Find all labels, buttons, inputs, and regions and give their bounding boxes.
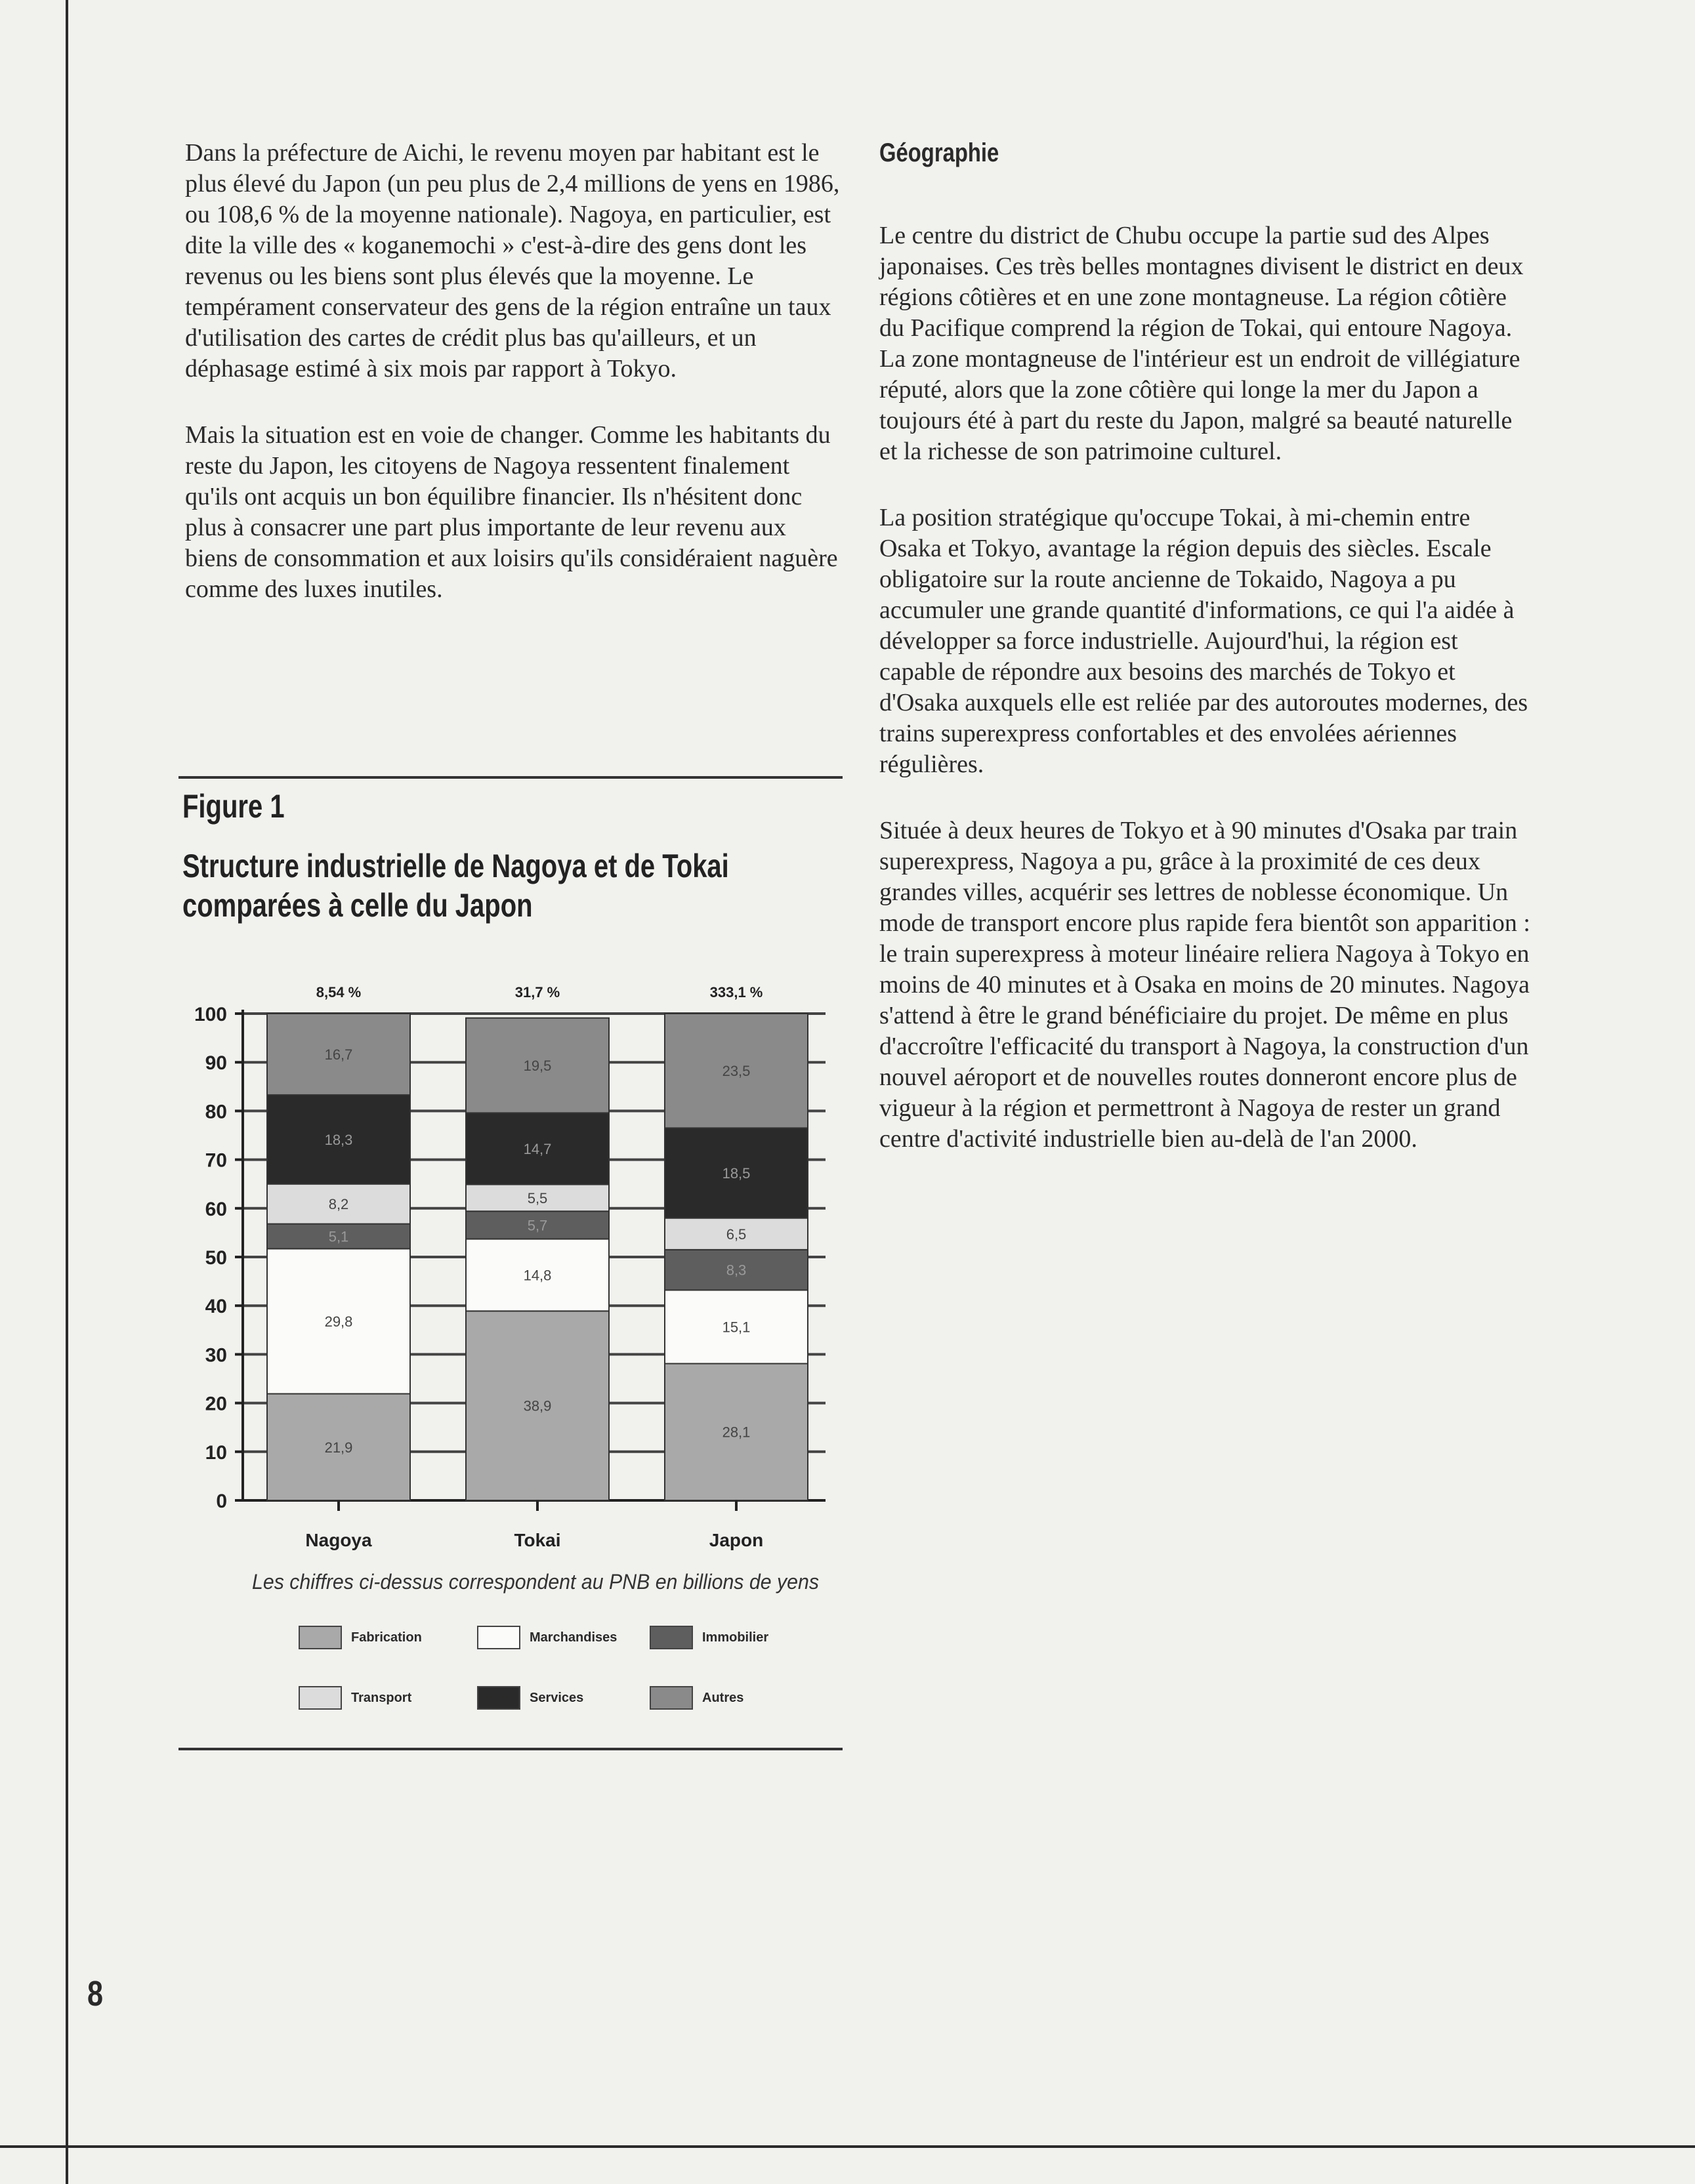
y-tick-label: 0	[216, 1491, 227, 1512]
bar-total-label: 8,54 %	[316, 984, 362, 1000]
segment-value-label: 16,7	[324, 1046, 353, 1063]
y-tick-label: 20	[205, 1393, 227, 1415]
x-tick-label: Japon	[709, 1530, 764, 1550]
y-tick-label: 30	[205, 1344, 227, 1367]
paragraph: La position stratégique qu'occupe Tokai, à mi-chemin entre Osaka et Tokyo, avantage la région depuis des siècles. Escale obligatoire sur la route ancienne de Tokaido, Nagoya a pu accumuler une grande quantité d'informations, ce qui l'a aidée à développer sa force industrielle. Aujourd'hui, la région est capable de répondre aux besoins des marchés de Tokyo et d'Osaka auxquels elle est reliée par des autoroutes modernes, des trains superexpress confortables et des envolées aériennes régulières.	[879, 504, 1528, 778]
segment-value-label: 14,8	[523, 1267, 552, 1284]
y-tick-label: 50	[205, 1247, 227, 1269]
y-tick-label: 80	[205, 1101, 227, 1123]
legend-item	[477, 1624, 617, 1651]
legend-swatch	[299, 1686, 342, 1710]
segment-value-label: 28,1	[722, 1424, 751, 1441]
segment-value-label: 5,7	[527, 1217, 548, 1234]
segment-value-label: 18,3	[324, 1131, 353, 1148]
paragraph: Dans la préfecture de Aichi, le revenu moyen par habitant est le plus élevé du Japon (un peu plus de 2,4 millions de yens en 1986, ou 108,6 % de la moyenne nationale). Nagoya, en particulier, est dite la ville des « koganemochi » c'est-à-dire des gens dont les revenus ou les biens sont plus élevés que la moyenne. Le tempérament conservateur des gens de la région entraîne un taux d'utilisation des cartes de crédit plus bas qu'ailleurs, et un déphasage estimé à six mois par rapport à Tokyo.	[185, 139, 840, 382]
legend-label: Fabrication	[351, 1630, 422, 1645]
x-tick-label: Nagoya	[305, 1530, 372, 1550]
paragraph: Le centre du district de Chubu occupe la partie sud des Alpes japonaises. Ces très belles montagnes divisent le district en deux régions côtières et en une zone montagneuse. La région côtière du Pacifique comprend la région de Tokai, qui entoure Nagoya. La zone montagneuse de l'intérieur est un endroit de villégiature réputé, alors que la zone côtière qui longe la mer du Japon a toujours été à part du reste du Japon, malgré sa beauté naturelle et la richesse de son patrimoine culturel.	[879, 222, 1524, 465]
legend-item	[650, 1624, 768, 1651]
segment-value-label: 5,5	[527, 1189, 548, 1206]
figure-number: Figure 1	[182, 788, 285, 825]
bar-total-label: 333,1 %	[709, 984, 763, 1000]
segment-value-label: 15,1	[722, 1319, 751, 1336]
legend-item	[477, 1685, 583, 1711]
segment-value-label: 6,5	[726, 1226, 747, 1243]
segment-value-label: 8,3	[726, 1262, 747, 1279]
legend-swatch	[477, 1626, 520, 1649]
segment-value-label: 23,5	[722, 1063, 751, 1080]
figure-caption: Les chiffres ci-dessus correspondent au PNB en billions de yens	[252, 1570, 819, 1594]
y-tick-label: 90	[205, 1052, 227, 1075]
segment-value-label: 5,1	[328, 1228, 349, 1245]
y-tick-label: 100	[194, 1004, 227, 1025]
section-heading: Géographie	[879, 138, 999, 167]
x-tick-label: Tokai	[514, 1530, 561, 1550]
chart-legend	[299, 1624, 797, 1716]
figure-title: Structure industrielle de Nagoya et de Tokai comparées à celle du Japon	[182, 848, 729, 924]
y-tick-label: 70	[205, 1149, 227, 1172]
legend-item	[650, 1685, 743, 1711]
y-tick-label: 60	[205, 1198, 227, 1220]
segment-value-label: 21,9	[324, 1439, 353, 1456]
figure-bottom-rule	[178, 1748, 843, 1750]
page-number: 8	[87, 1974, 104, 2013]
segment-value-label: 29,8	[324, 1313, 353, 1330]
segment-value-label: 38,9	[523, 1397, 552, 1414]
legend-label: Immobilier	[702, 1630, 769, 1645]
legend-swatch	[477, 1686, 520, 1710]
legend-swatch	[650, 1626, 693, 1649]
legend-swatch	[650, 1686, 693, 1710]
legend-swatch	[299, 1626, 342, 1649]
y-tick-label: 10	[205, 1441, 227, 1464]
legend-label: Marchandises	[530, 1630, 617, 1645]
legend-item	[299, 1685, 411, 1711]
legend-item	[299, 1624, 422, 1651]
legend-label: Services	[530, 1690, 584, 1705]
legend-label: Autres	[702, 1690, 744, 1705]
segment-value-label: 14,7	[523, 1140, 552, 1157]
legend-label: Transport	[351, 1690, 412, 1705]
paragraph: Mais la situation est en voie de changer. Comme les habitants du reste du Japon, les citoyens de Nagoya ressentent finalement qu'ils ont acquis un bon équilibre financier. Ils n'hésitent donc plus à consacrer une part plus importante de leur revenu aux biens de consommation et aux loisirs qu'ils considéraient naguère comme des luxes inutiles.	[185, 421, 838, 603]
segment-value-label: 19,5	[523, 1058, 552, 1075]
segment-value-label: 8,2	[328, 1196, 349, 1213]
segment-value-label: 18,5	[722, 1165, 751, 1182]
paragraph: Située à deux heures de Tokyo et à 90 minutes d'Osaka par train superexpress, Nagoya a pu, grâce à la proximité de ces deux grandes villes, acquérir ses lettres de noblesse économique. Un mode de transport encore plus rapide fera bientôt son apparition : le train superexpress à moteur linéaire reliera Nagoya à Tokyo en moins de 40 minutes et à Osaka en moins de 20 minutes. Nagoya s'attend à être le grand bénéficiaire du projet. De même en plus d'accroître l'efficacité du transport à Nagoya, la construction d'un nouvel aéroport et de nouvelles routes donneront encore plus de vigueur à la région et permettront à Nagoya de rester un grand centre d'activité industrielle bien au-delà de l'an 2000.	[879, 817, 1530, 1153]
y-tick-label: 40	[205, 1296, 227, 1318]
bar-total-label: 31,7 %	[514, 984, 560, 1000]
